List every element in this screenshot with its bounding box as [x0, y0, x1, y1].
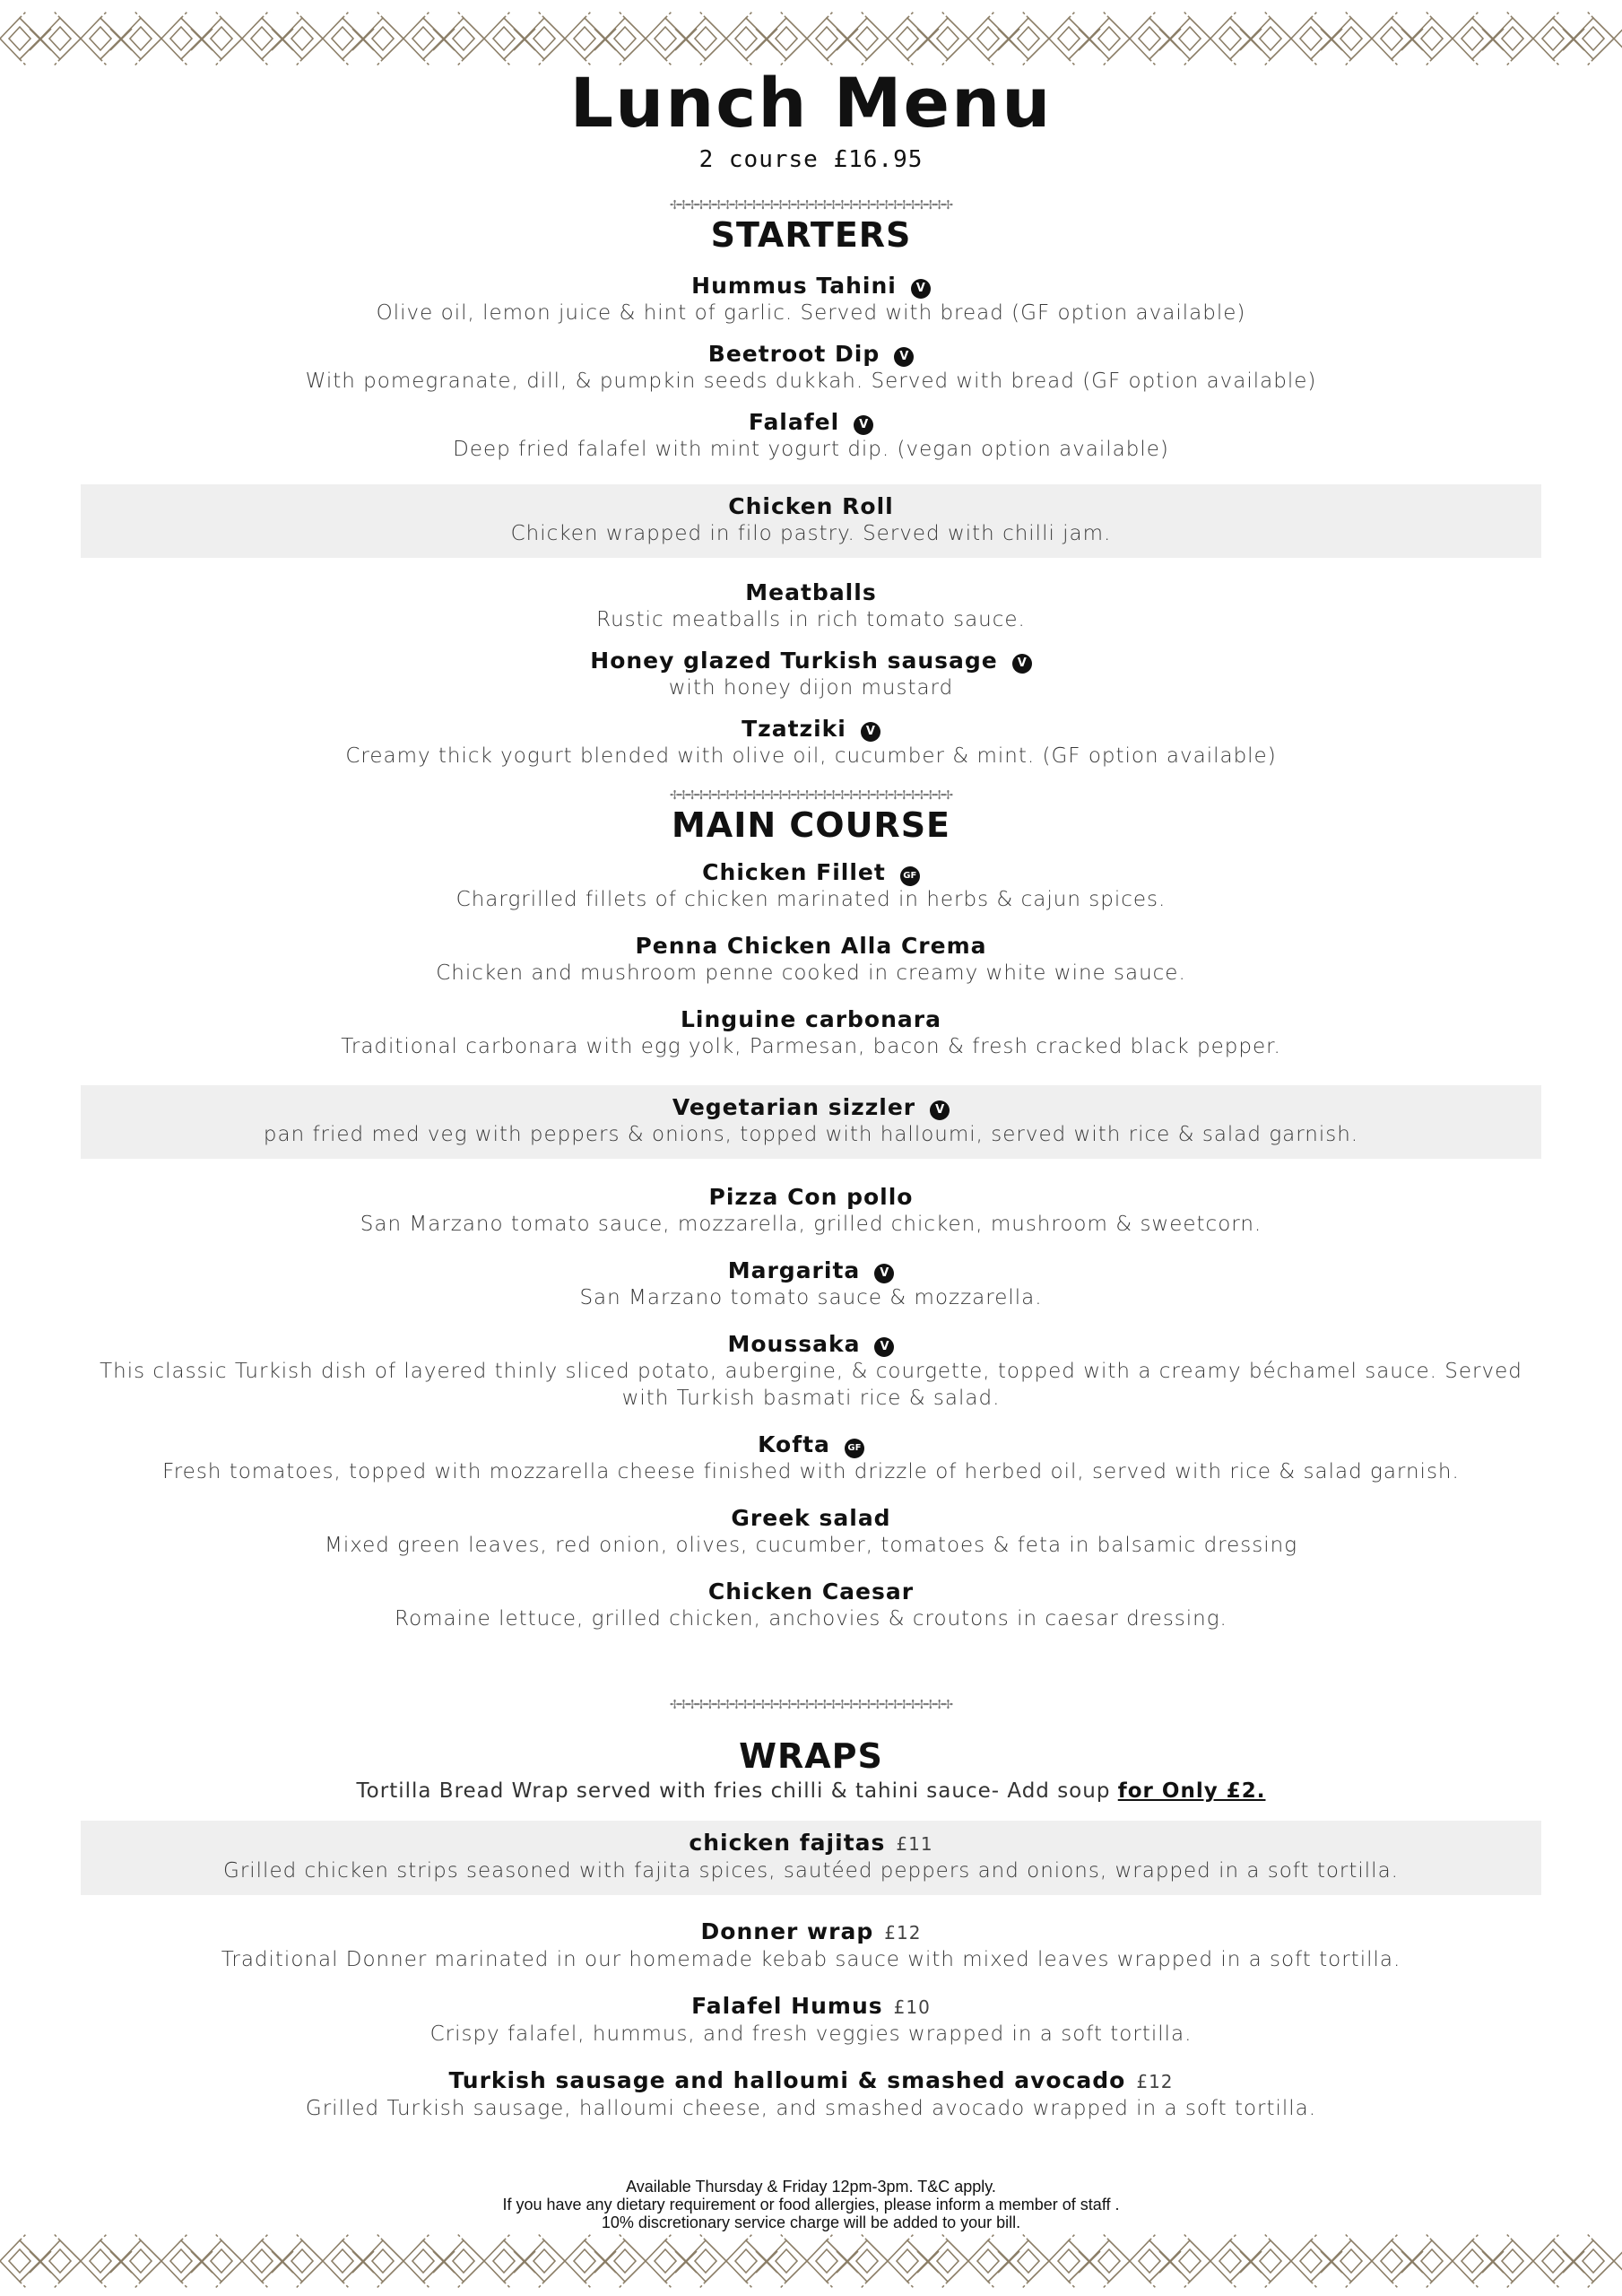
item-name: Kofta — [758, 1431, 830, 1457]
item-name: Chicken Roll — [728, 493, 894, 519]
decorative-border-top — [0, 11, 1622, 66]
menu-item — [0, 579, 1622, 633]
menu-item — [0, 341, 1622, 395]
item-name: Penna Chicken Alla Crema — [635, 933, 987, 959]
menu-item — [0, 2067, 1622, 2122]
item-price: £10 — [893, 1996, 931, 2018]
menu-item — [0, 1184, 1622, 1238]
menu-page — [0, 63, 1622, 2231]
item-name: Chicken Caesar — [707, 1578, 915, 1605]
footer-notes — [0, 2178, 1622, 2231]
item-price: £12 — [1136, 2071, 1174, 2092]
item-description: Crispy falafel, hummus, and fresh veggies wrapped in a soft tortilla. — [429, 2022, 1193, 2046]
item-name: Beetroot Dip — [707, 341, 880, 367]
menu-item — [0, 859, 1622, 913]
menu-item — [0, 716, 1622, 770]
item-description: with honey dijon mustard — [668, 676, 954, 700]
menu-item — [0, 1257, 1622, 1311]
item-name: Falafel — [748, 409, 840, 435]
item-description: Traditional Donner marinated in our homemade kebab sauce with mixed leaves wrapped in a soft tortilla. — [221, 1948, 1401, 1971]
item-description: Fresh tomatoes, topped with mozzarella cheese finished with drizzle of herbed oil, served with rice & salad garnish. — [162, 1460, 1460, 1483]
availability-note: Available Thursday & Friday 12pm-3pm. T&C apply. — [626, 2178, 996, 2196]
item-name: Margarita — [727, 1257, 861, 1283]
menu-item — [0, 1331, 1622, 1412]
item-description: Creamy thick yogurt blended with olive oil, cucumber & mint. (GF option available) — [345, 744, 1277, 768]
vegetarian-icon: V — [874, 1264, 894, 1283]
item-description: Chicken and mushroom penne cooked in creamy white wine sauce. — [436, 961, 1186, 985]
gluten-free-icon: GF — [845, 1439, 864, 1458]
vegetarian-icon: V — [854, 415, 873, 435]
item-name: Vegetarian sizzler — [672, 1094, 916, 1120]
item-name: Pizza Con pollo — [708, 1184, 914, 1210]
item-name: Meatballs — [745, 579, 877, 605]
item-price: £12 — [884, 1922, 922, 1944]
item-name: Greek salad — [731, 1505, 891, 1531]
vegetarian-icon: V — [1012, 654, 1032, 674]
allergy-note: If you have any dietary requirement or food allergies, please inform a member of staff . — [502, 2196, 1120, 2213]
menu-item — [0, 409, 1622, 463]
item-description: Grilled Turkish sausage, halloumi cheese, and smashed avocado wrapped in a soft tortilla. — [305, 2097, 1317, 2120]
item-description: Deep fried falafel with mint yogurt dip. (vegan option available) — [453, 438, 1169, 461]
two-course-price: 2 course £16.95 — [698, 146, 924, 173]
item-price: £11 — [896, 1833, 933, 1855]
service-charge-note: 10% discretionary service charge will be added to your bill. — [601, 2213, 1021, 2231]
vegetarian-icon: V — [861, 722, 880, 742]
menu-item — [0, 1505, 1622, 1559]
item-description: Rustic meatballs in rich tomato sauce. — [596, 608, 1026, 631]
vegetarian-icon: V — [911, 279, 931, 299]
item-description: With pomegranate, dill, & pumpkin seeds dukkah. Served with bread (GF option available) — [305, 370, 1317, 393]
menu-item — [0, 1431, 1622, 1485]
decorative-border-bottom — [0, 2233, 1622, 2289]
item-name: Tzatziki — [742, 716, 846, 742]
page-title: Lunch Menu — [569, 63, 1053, 143]
vegetarian-icon: V — [874, 1337, 894, 1357]
menu-item — [0, 273, 1622, 326]
wraps-subtitle-text: Tortilla Bread Wrap served with fries chilli & tahini sauce- Add soup — [356, 1779, 1118, 1803]
item-description: Romaine lettuce, grilled chicken, anchovies & croutons in caesar dressing. — [395, 1607, 1227, 1631]
menu-item — [0, 933, 1622, 987]
item-name: Moussaka — [727, 1331, 861, 1357]
menu-item — [0, 1006, 1622, 1060]
menu-item — [0, 1993, 1622, 2048]
menu-item-highlighted — [81, 484, 1541, 558]
item-name: chicken fajitas — [689, 1830, 886, 1856]
item-description: Mixed green leaves, red onion, olives, cucumber, tomatoes & feta in balsamic dressing — [324, 1534, 1298, 1557]
vegetarian-icon: V — [930, 1100, 950, 1120]
menu-item-highlighted — [81, 1821, 1541, 1895]
item-name: Hummus Tahini — [691, 273, 897, 299]
menu-item — [0, 1918, 1622, 1973]
item-name: Donner wrap — [700, 1918, 874, 1944]
item-name: Falafel Humus — [691, 1993, 883, 2019]
menu-item — [0, 1578, 1622, 1632]
item-name: Honey glazed Turkish sausage — [590, 648, 998, 674]
item-name: Turkish sausage and halloumi & smashed avocado — [448, 2067, 1126, 2093]
item-description: San Marzano tomato sauce, mozzarella, grilled chicken, mushroom & sweetcorn. — [360, 1213, 1262, 1236]
item-description: San Marzano tomato sauce & mozzarella. — [579, 1286, 1043, 1309]
add-soup-offer: for Only £2. — [1117, 1779, 1266, 1803]
item-description: pan fried med veg with peppers & onions, topped with halloumi, served with rice & salad garnish. — [263, 1123, 1359, 1146]
item-description: Olive oil, lemon juice & hint of garlic. Served with bread (GF option available) — [376, 301, 1246, 325]
item-name: Linguine carbonara — [681, 1006, 941, 1032]
section-divider: ✢✢✢✢✢✢✢✢✢✢✢✢✢✢✢✢✢✢✢✢✢✢✢✢✢✢✢✢✢✢✢✢ — [670, 195, 952, 213]
section-divider: ✢✢✢✢✢✢✢✢✢✢✢✢✢✢✢✢✢✢✢✢✢✢✢✢✢✢✢✢✢✢✢✢ — [670, 1694, 952, 1713]
menu-item-highlighted — [81, 1085, 1541, 1159]
item-description: Traditional carbonara with egg yolk, Parmesan, bacon & fresh cracked black pepper. — [341, 1035, 1281, 1058]
vegetarian-icon: V — [894, 347, 914, 367]
wraps-subtitle — [0, 1778, 1622, 1805]
item-description: Chicken wrapped in filo pastry. Served with chilli jam. — [510, 522, 1112, 545]
item-description: Chargrilled fillets of chicken marinated in herbs & cajun spices. — [455, 888, 1167, 911]
gluten-free-icon: GF — [900, 866, 920, 886]
section-divider: ✢✢✢✢✢✢✢✢✢✢✢✢✢✢✢✢✢✢✢✢✢✢✢✢✢✢✢✢✢✢✢✢ — [670, 785, 952, 804]
section-title-starters: STARTERS — [710, 215, 912, 255]
section-title-main-course: MAIN COURSE — [671, 805, 951, 845]
menu-item — [0, 648, 1622, 701]
item-name: Chicken Fillet — [702, 859, 886, 885]
item-description: Grilled chicken strips seasoned with fajita spices, sautéed peppers and onions, wrapped in a soft tortilla. — [223, 1859, 1399, 1883]
section-title-wraps: WRAPS — [739, 1736, 883, 1776]
item-description: This classic Turkish dish of layered thinly sliced potato, aubergine, & courgette, topped with a creamy béchamel sauce. Served with Turkish basmati rice & salad. — [100, 1360, 1522, 1410]
